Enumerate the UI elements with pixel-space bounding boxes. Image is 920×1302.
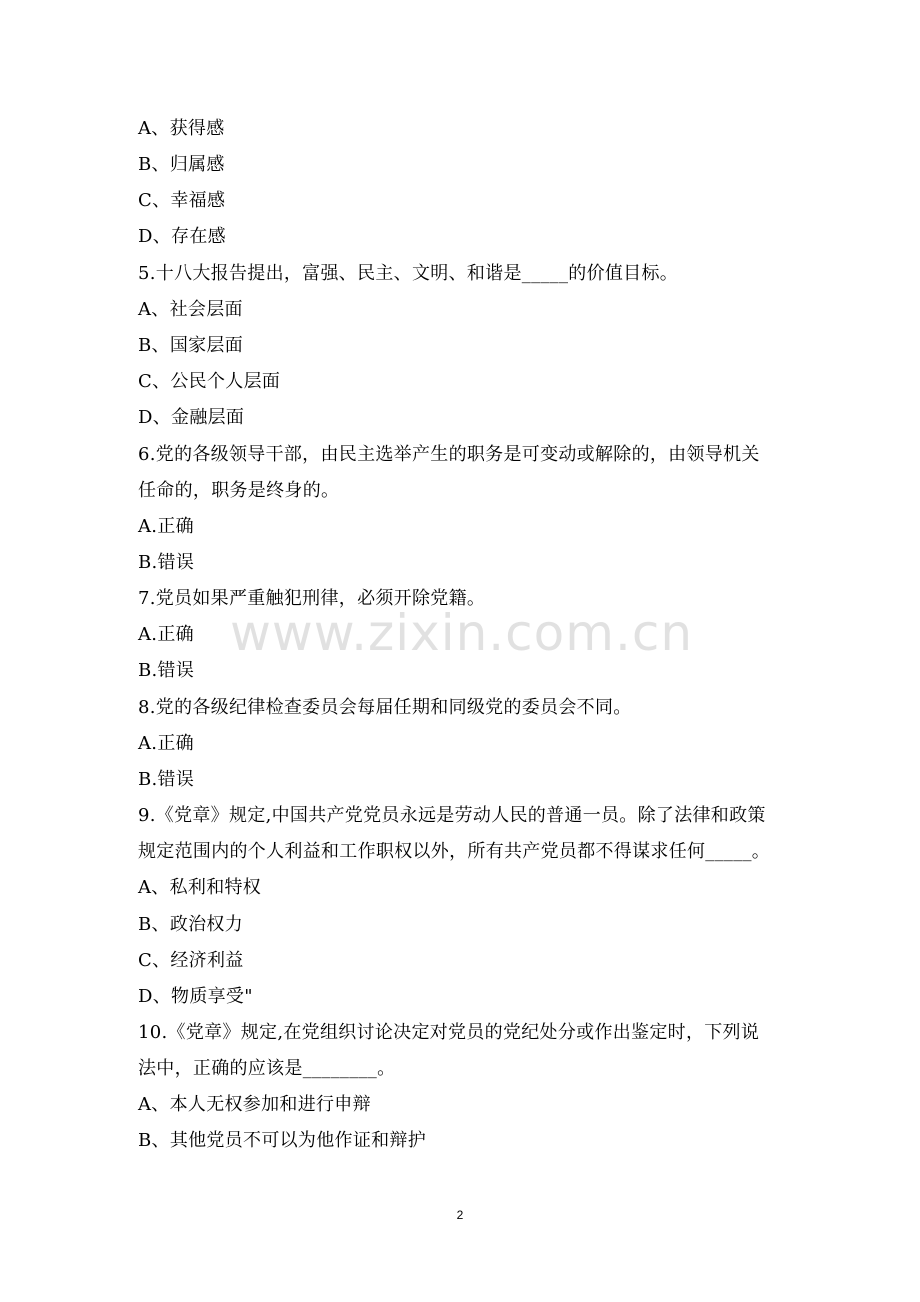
option-line: B、政治权力 xyxy=(138,914,244,935)
question-line: 10.《党章》规定,在党组织讨论决定对党员的党纪处分或作出鉴定时，下列说 xyxy=(138,1022,760,1043)
question-line: 6.党的各级领导干部，由民主选举产生的职务是可变动或解除的，由领导机关 xyxy=(138,444,760,465)
option-line: B.错误 xyxy=(138,660,195,681)
option-line: A、社会层面 xyxy=(138,299,243,320)
option-line: B.错误 xyxy=(138,552,195,573)
question-line: 9.《党章》规定,中国共产党党员永远是劳动人民的普通一员。除了法律和政策 xyxy=(138,805,766,826)
watermark: www.zixin.com.cn xyxy=(230,604,694,662)
option-line: C、幸福感 xyxy=(138,190,226,211)
option-line: A、私利和特权 xyxy=(138,877,262,898)
option-line: B.错误 xyxy=(138,769,195,790)
question-line: 任命的，职务是终身的。 xyxy=(138,480,340,501)
option-line: D、存在感 xyxy=(138,226,226,247)
option-line: A、获得感 xyxy=(138,118,225,139)
question-line: 8.党的各级纪律检查委员会每届任期和同级党的委员会不同。 xyxy=(138,697,632,718)
question-line: 法中，正确的应该是________。 xyxy=(138,1058,396,1079)
option-line: A、本人无权参加和进行申辩 xyxy=(138,1094,371,1115)
option-line: A.正确 xyxy=(138,733,194,754)
option-line: D、物质享受" xyxy=(138,986,253,1007)
option-line: C、经济利益 xyxy=(138,950,244,971)
option-line: B、国家层面 xyxy=(138,335,244,356)
option-line: A.正确 xyxy=(138,516,194,537)
option-line: A.正确 xyxy=(138,624,194,645)
question-line: 7.党员如果严重触犯刑律，必须开除党籍。 xyxy=(138,588,486,609)
option-line: B、归属感 xyxy=(138,154,225,175)
option-line: D、金融层面 xyxy=(138,407,245,428)
question-line: 规定范围内的个人利益和工作职权以外，所有共产党员都不得谋求任何_____。 xyxy=(138,841,771,862)
page-number: 2 xyxy=(456,1208,464,1222)
question-line: 5.十八大报告提出，富强、民主、文明、和谐是_____的价值目标。 xyxy=(138,263,679,284)
option-line: C、公民个人层面 xyxy=(138,371,281,392)
option-line: B、其他党员不可以为他作证和辩护 xyxy=(138,1130,427,1151)
